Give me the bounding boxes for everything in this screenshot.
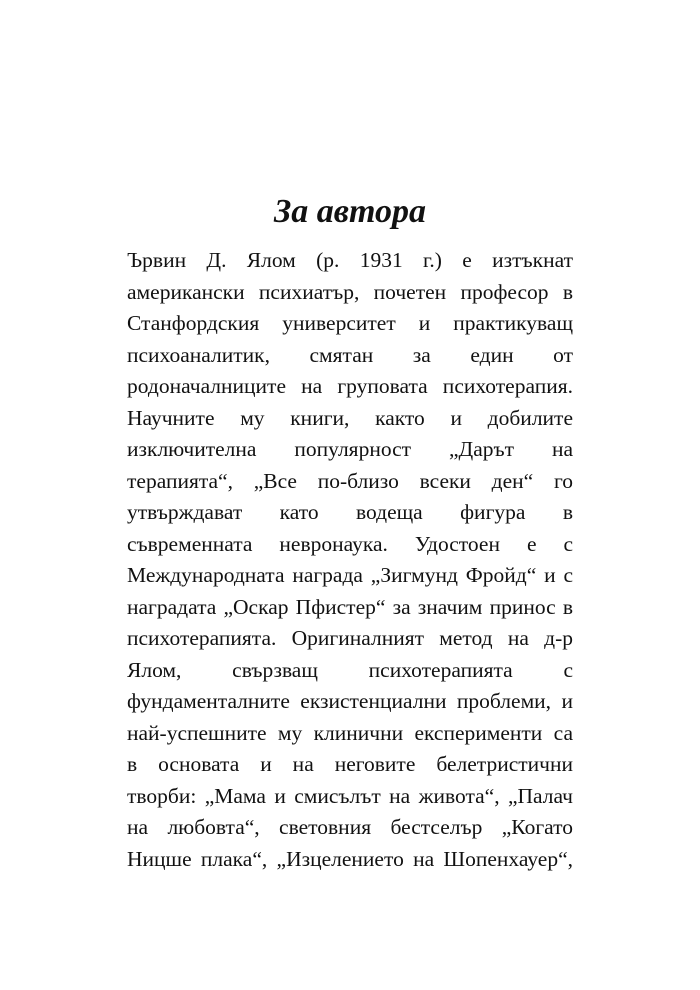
- text-line: наградата „Оскар Пфистер“ за значим принос в: [127, 594, 573, 619]
- text-line: на любовта“, световния бестселър „Когато: [127, 815, 573, 839]
- text-line: фундаменталните екзистенциални проблеми, и: [127, 689, 573, 713]
- author-bio-paragraph: [127, 245, 573, 875]
- text-line: най-успешните му клинични експерименти са: [127, 720, 573, 745]
- text-line: терапията“, „Все по-близо всеки ден“ го: [127, 468, 573, 493]
- text-line: съвременната невронаука. Удостоен е с: [127, 531, 573, 556]
- text-line: психотерапията. Оригиналният метод на д-р: [127, 626, 573, 650]
- text-line: творби: „Мама и смисълът на живота“, „Палач: [127, 783, 573, 808]
- page-title: За автора: [274, 193, 426, 230]
- text-line: Ялом, свързващ психотерапията с: [127, 657, 573, 682]
- text-line: Ницше плака“, „Изцелението на Шопенхауер“,: [127, 846, 573, 871]
- text-line: изключителна популярност „Дарът на: [127, 437, 573, 461]
- text-line: Станфордския университет и практикуващ: [127, 311, 573, 335]
- text-line: Научните му книги, както и добилите: [127, 405, 573, 430]
- text-line: в основата и на неговите белетристични: [127, 752, 573, 776]
- text-line: родоначалниците на груповата психотерапия.: [127, 374, 573, 398]
- text-line: утвърждават като водеща фигура в: [127, 500, 573, 524]
- text-line: психоаналитик, смятан за един от: [127, 342, 573, 367]
- text-line: американски психиатър, почетен професор в: [127, 279, 573, 304]
- text-line: Ървин Д. Ялом (р. 1931 г.) е изтъкнат: [127, 248, 573, 272]
- text-line: Международната награда „Зигмунд Фройд“ и с: [127, 563, 573, 587]
